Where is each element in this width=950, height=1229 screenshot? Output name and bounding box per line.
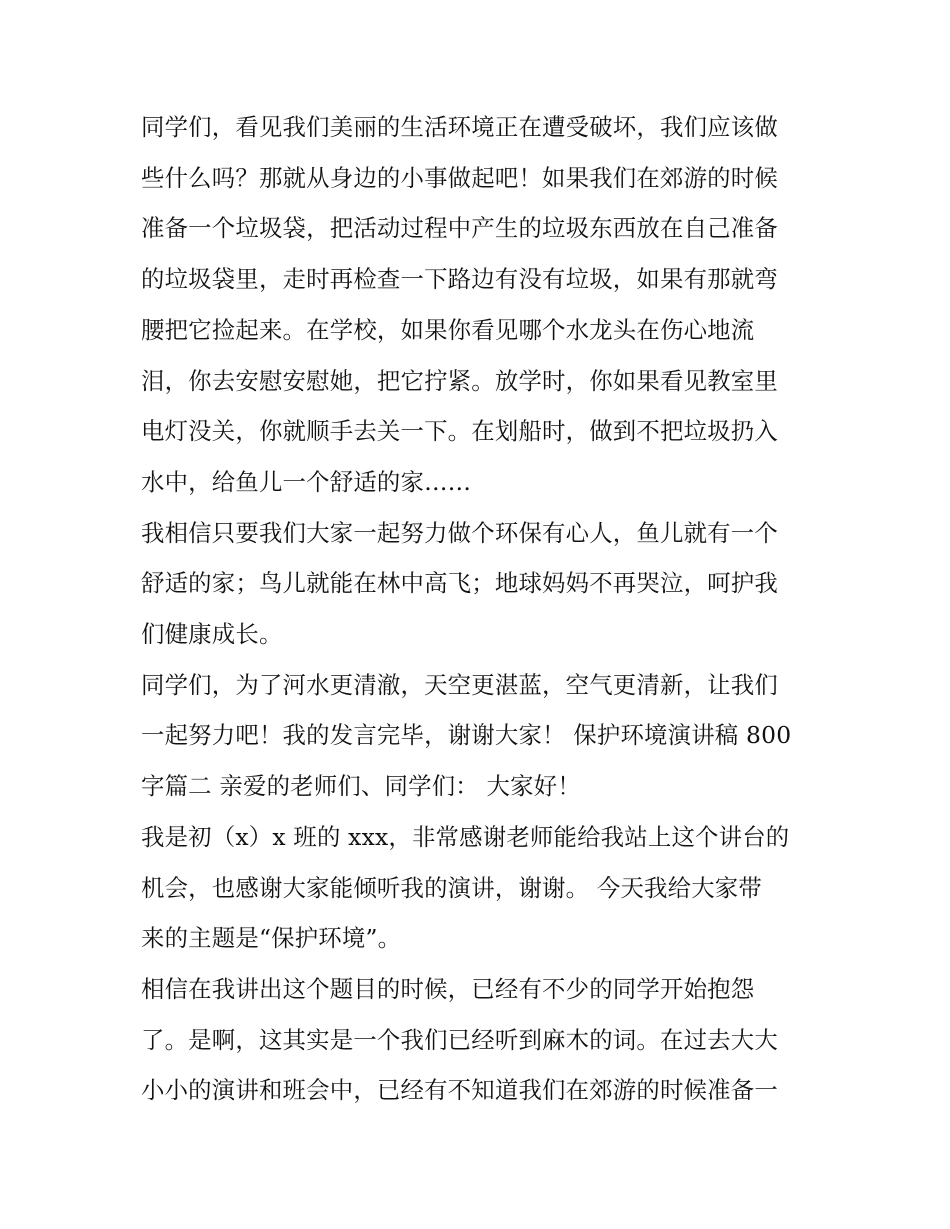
paragraph-1 xyxy=(141,102,813,508)
text-line: 准备一个垃圾袋，把活动过程中产生的垃圾东西放在自己准备 xyxy=(141,214,778,243)
document-body xyxy=(141,102,813,1116)
paragraph-3 xyxy=(141,660,813,812)
text-line: 机会，也感谢大家能倾听我的演讲，谢谢。 今天我给大家带 xyxy=(141,873,762,902)
text-line: 了。是啊，这其实是一个我们已经听到麻木的词。在过去大大 xyxy=(141,1025,778,1054)
text-line: 小小的演讲和班会中，已经有不知道我们在郊游的时候准备一 xyxy=(141,1076,778,1105)
text-line: 泪，你去安慰安慰她，把它拧紧。放学时，你如果看见教室里 xyxy=(141,366,778,395)
text-line: 同学们，看见我们美丽的生活环境正在遭受破坏，我们应该做 xyxy=(141,113,778,141)
text-line: 我是初（x）x 班的 xxx，非常感谢老师能给我站上这个讲台的 xyxy=(141,822,790,851)
text-line: 来的主题是“保护环境”。 xyxy=(141,924,402,953)
text-line: 电灯没关，你就顺手去关一下。在划船时，做到不把垃圾扔入 xyxy=(141,417,778,446)
text-line: 水中，给鱼儿一个舒适的家…… xyxy=(141,467,472,496)
paragraph-2 xyxy=(141,508,813,660)
text-line: 些什么吗？那就从身边的小事做起吧！如果我们在郊游的时候 xyxy=(141,163,778,192)
text-line: 相信在我讲出这个题目的时候，已经有不少的同学开始抱怨 xyxy=(141,974,755,1003)
text-line: 腰把它捡起来。在学校，如果你看见哪个水龙头在伤心地流 xyxy=(141,315,755,344)
text-line: 同学们，为了河水更清澈，天空更湛蓝，空气更清新，让我们 xyxy=(141,670,778,699)
paragraph-4 xyxy=(141,812,813,964)
paragraph-5 xyxy=(141,964,813,1116)
text-line: 一起努力吧！我的发言完毕，谢谢大家！ 保护环境演讲稿 800 xyxy=(141,721,792,750)
text-line: 们健康成长。 xyxy=(141,620,283,649)
text-line: 的垃圾袋里，走时再检查一下路边有没有垃圾，如果有那就弯 xyxy=(141,265,778,294)
text-line: 字篇二 亲爱的老师们、同学们： 大家好！ xyxy=(141,772,581,801)
text-line: 我相信只要我们大家一起努力做个环保有心人，鱼儿就有一个 xyxy=(141,518,778,547)
text-line: 舒适的家；鸟儿就能在林中高飞；地球妈妈不再哭泣，呵护我 xyxy=(141,569,778,598)
